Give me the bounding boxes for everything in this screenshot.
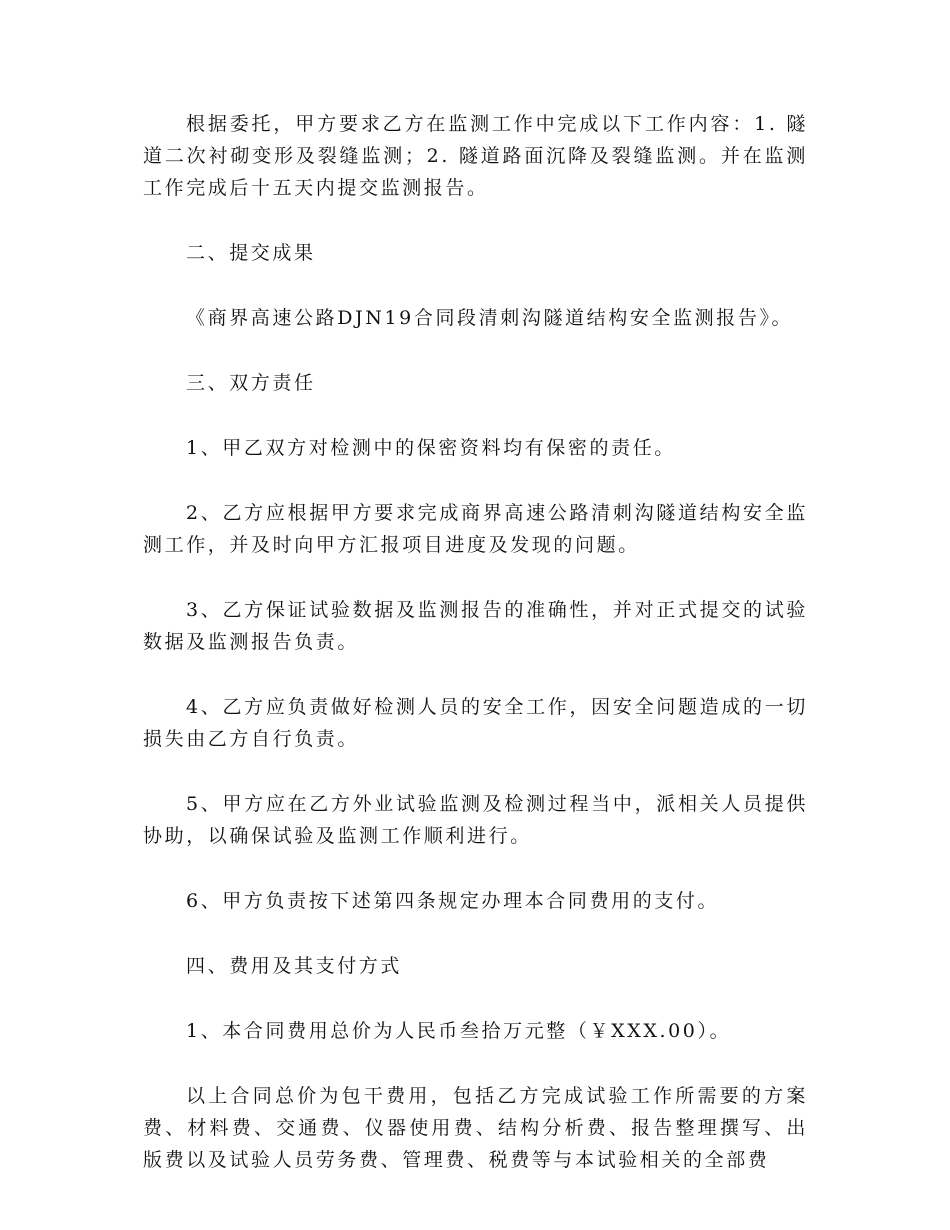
paragraph-responsibility-2: 2、乙方应根据甲方要求完成商界高速公路清刺沟隧道结构安全监测工作，并及时向甲方汇报项目进度及发现的问题。 bbox=[143, 502, 808, 556]
paragraph-responsibility-3: 3、乙方保证试验数据及监测报告的准确性，并对正式提交的试验数据及监测报告负责。 bbox=[143, 599, 808, 653]
paragraph-fee-total: 1、本合同费用总价为人民币叁拾万元整（￥XXX.00）。 bbox=[186, 1020, 732, 1042]
paragraph-responsibility-4: 4、乙方应负责做好检测人员的安全工作，因安全问题造成的一切损失由乙方自行负责。 bbox=[143, 696, 808, 750]
paragraph-responsibility-5: 5、甲方应在乙方外业试验监测及检测过程当中，派相关人员提供协助，以确保试验及监测工作顺利进行。 bbox=[143, 793, 808, 847]
heading-fees-payment: 四、费用及其支付方式 bbox=[186, 955, 403, 977]
heading-responsibilities: 三、双方责任 bbox=[186, 372, 316, 394]
document-body bbox=[143, 108, 808, 1176]
paragraph-report-title: 《商界高速公路DJN19合同段清刺沟隧道结构安全监测报告》。 bbox=[186, 307, 794, 329]
heading-deliverables: 二、提交成果 bbox=[186, 242, 316, 264]
paragraph-responsibility-6: 6、甲方负责按下述第四条规定办理本合同费用的支付。 bbox=[186, 890, 720, 912]
paragraph-fee-scope: 以上合同总价为包干费用，包括乙方完成试验工作所需要的方案费、材料费、交通费、仪器使用费、结构分析费、报告整理撰写、出版费以及试验人员劳务费、管理费、税费等与本试验相关的全部费 bbox=[143, 1085, 808, 1171]
paragraph-responsibility-1: 1、甲乙双方对检测中的保密资料均有保密的责任。 bbox=[186, 437, 676, 459]
paragraph-work-content: 根据委托，甲方要求乙方在监测工作中完成以下工作内容：1. 隧道二次衬砌变形及裂缝监测；2. 隧道路面沉降及裂缝监测。并在监测工作完成后十五天内提交监测报告。 bbox=[143, 113, 808, 199]
